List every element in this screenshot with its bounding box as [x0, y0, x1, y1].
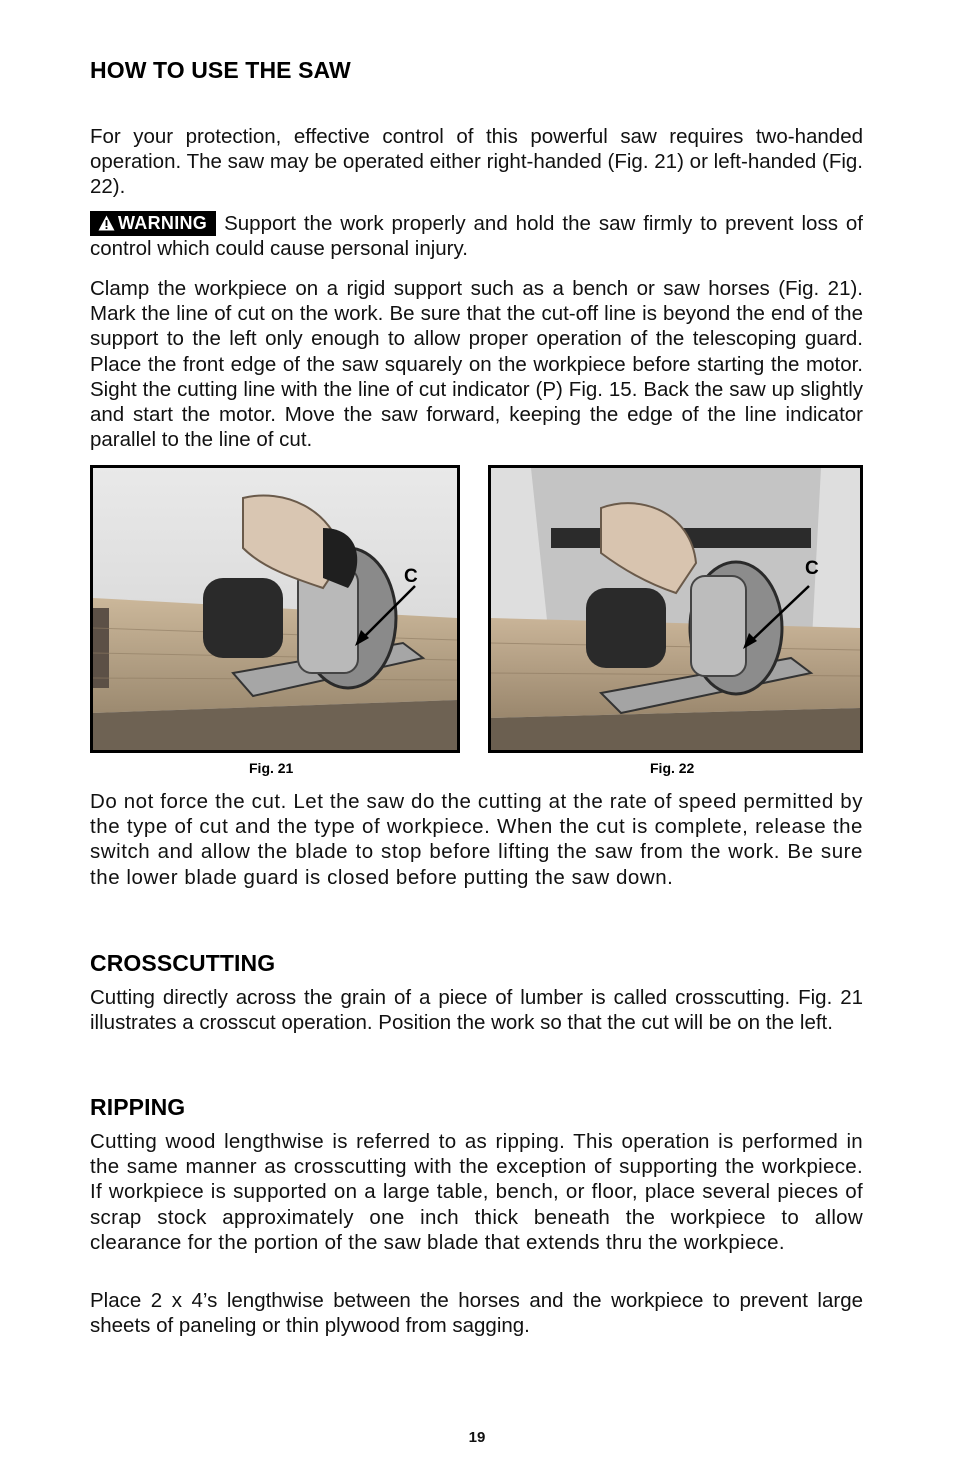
callout-c-fig22: C: [805, 558, 819, 579]
warning-paragraph: [90, 211, 863, 261]
clamp-paragraph: Clamp the workpiece on a rigid support such as a bench or saw horses (Fig. 21). Mark the line of cut on the work. Be sure that the cut-off line is beyond the end of the support to the left only enough to allow proper operation of the telescoping guard. Place the front edge of the saw squarely on the workpiece before starting the motor. Sight the cutting line with the line of cut indicator (P) Fig. 15. Back the saw up slightly and start the motor. Move the saw forward, keeping the edge of the line indicator parallel to the line of cut.: [90, 277, 863, 452]
figure-21-caption: Fig. 21: [249, 760, 294, 776]
intro-paragraph: For your protection, effective control of this powerful saw requires two-handed operation. The saw may be operated either right-handed (Fig. 21) or left-handed (Fig. 22).: [90, 125, 863, 199]
warning-label: WARNING: [118, 213, 208, 233]
section-heading-how-to-use: HOW TO USE THE SAW: [90, 57, 351, 83]
callout-c-fig21: C: [404, 566, 418, 587]
warning-triangle-icon: [98, 215, 115, 231]
section-heading-crosscutting: CROSSCUTTING: [90, 950, 276, 976]
page-number: 19: [468, 1429, 486, 1446]
crosscutting-paragraph: Cutting directly across the grain of a piece of lumber is called crosscutting. Fig. 21 illustrates a crosscut operation. Position the work so that the cut will be on the left.: [90, 986, 863, 1035]
warning-text: Support the work properly and hold the saw firmly to prevent loss of control which could cause personal injury.: [90, 212, 863, 261]
ripping-paragraph-1: Cutting wood lengthwise is referred to as ripping. This operation is performed in the same manner as crosscutting with the exception of supporting the workpiece. If workpiece is supported on a large table, bench, or floor, place several pieces of scrap stock approximately one inch thick beneath the workpiece to allow clearance for the portion of the saw blade that extends thru the workpiece.: [90, 1130, 863, 1254]
warning-badge: [90, 211, 216, 236]
ripping-paragraph-2: Place 2 x 4’s lengthwise between the horses and the workpiece to prevent large sheets of paneling or thin plywood from sagging.: [90, 1289, 863, 1338]
figure-22-caption: Fig. 22: [650, 760, 695, 776]
section-heading-ripping: RIPPING: [90, 1094, 186, 1120]
figure-21-photo: [90, 465, 460, 753]
force-paragraph: Do not force the cut. Let the saw do the cutting at the rate of speed permitted by the type of cut and the type of workpiece. When the cut is complete, release the switch and allow the blade to stop before lifting the saw from the work. Be sure the lower blade guard is closed before putting the saw down.: [90, 790, 863, 889]
figure-22-photo: [488, 465, 863, 753]
